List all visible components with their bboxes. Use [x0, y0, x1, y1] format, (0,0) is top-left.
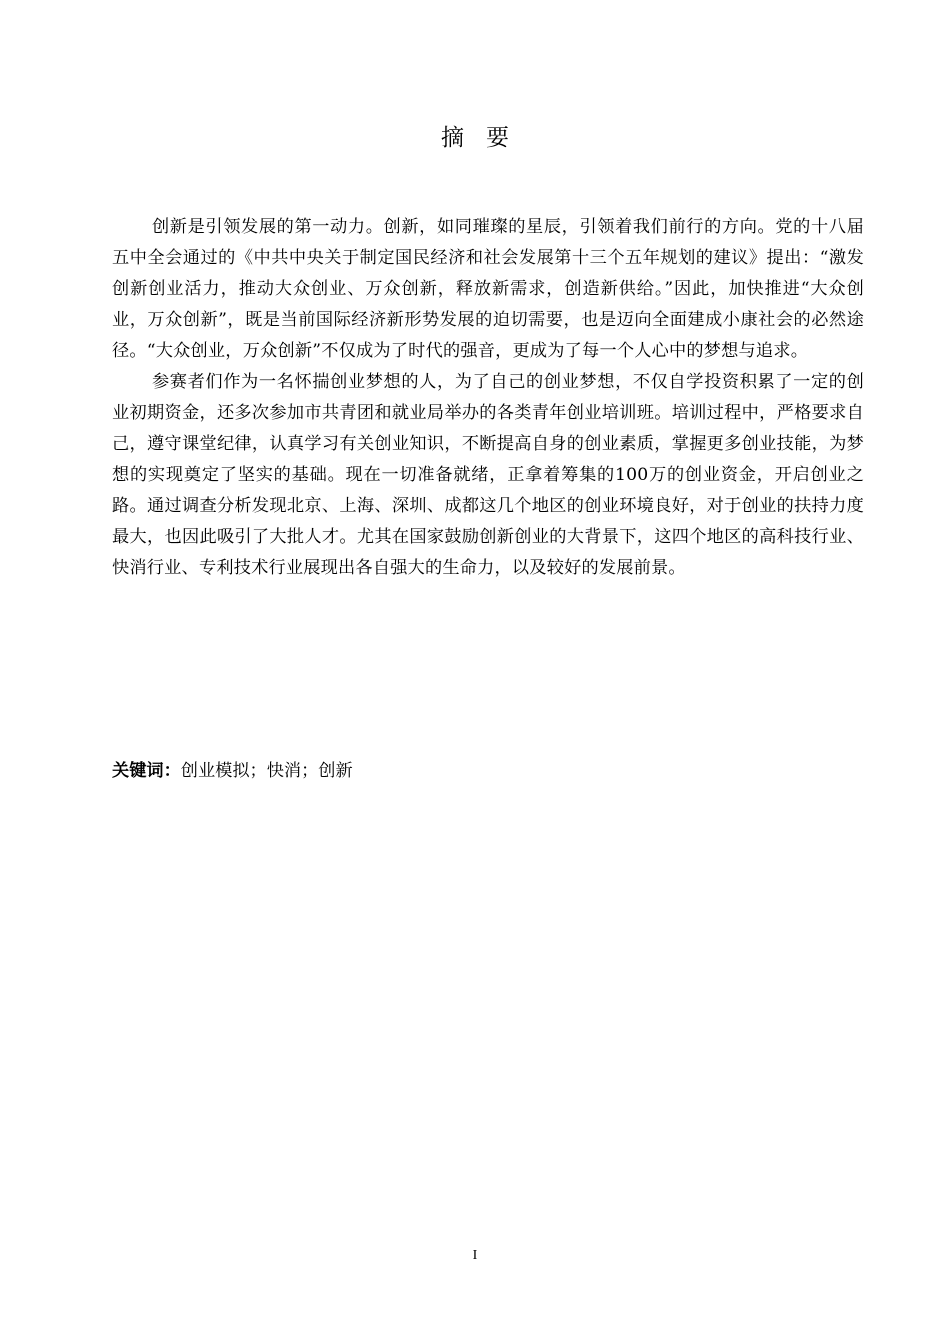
- abstract-paragraph-1: 创新是引领发展的第一动力。创新，如同璀璨的星辰，引领着我们前行的方向。党的十八届五中全会通过的《中共中央关于制定国民经济和社会发展第十三个五年规划的建议》提出：“激发创新创业活力，推动大众创业、万众创新，释放新需求，创造新供给。”因此，加快推进“大众创业，万众创新”，既是当前国际经济新形势发展的迫切需要，也是迈向全面建成小康社会的必然途径。“大众创业，万众创新”不仅成为了时代的强音，更成为了每一个人心中的梦想与追求。: [112, 217, 864, 361]
- keywords-line: [112, 756, 864, 787]
- page-title: 摘要: [441, 125, 531, 151]
- keywords-label: 关键词：: [112, 761, 181, 781]
- keywords-value: 创业模拟；快消；创新: [180, 761, 353, 781]
- abstract-paragraph-2: 参赛者们作为一名怀揣创业梦想的人，为了自己的创业梦想，不仅自学投资积累了一定的创业初期资金，还多次参加市共青团和就业局举办的各类青年创业培训班。培训过程中，严格要求自己，遵守课堂纪律，认真学习有关创业知识，不断提高自身的创业素质，掌握更多创业技能，为梦想的实现奠定了坚实的基础。现在一切准备就绪，正拿着筹集的100万的创业资金，开启创业之路。通过调查分析发现北京、上海、深圳、成都这几个地区的创业环境良好，对于创业的扶持力度最大，也因此吸引了大批人才。尤其在国家鼓励创新创业的大背景下，这四个地区的高科技行业、快消行业、专利技术行业展现出各自强大的生命力，以及较好的发展前景。: [112, 372, 864, 578]
- abstract-body: [112, 212, 864, 584]
- page-number: I: [472, 1248, 478, 1263]
